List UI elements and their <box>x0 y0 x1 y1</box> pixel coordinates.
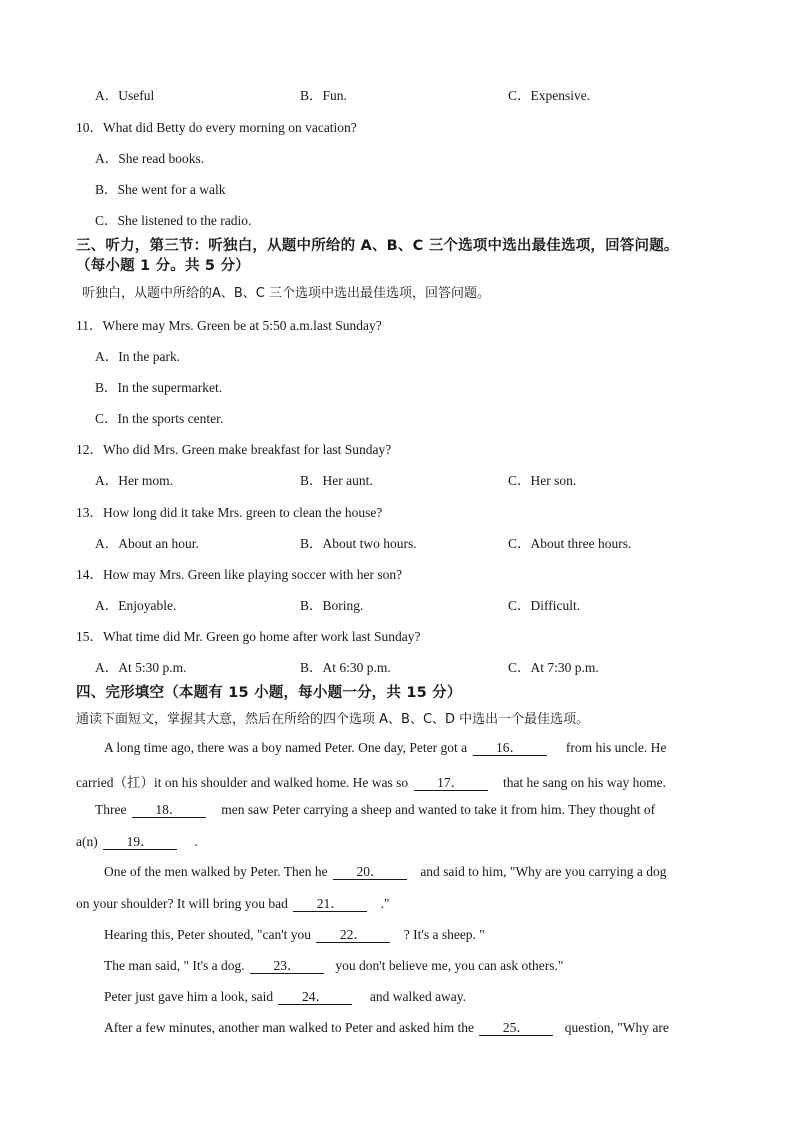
q13-option-b[interactable]: B．About two hours. <box>300 536 417 551</box>
passage-text: men saw Peter carrying a sheep and wanted to take it from him. They thought of <box>221 802 656 817</box>
q10-option-c[interactable]: C．She listened to the radio. <box>95 213 252 228</box>
q13-option-c[interactable]: C．About three hours. <box>508 536 632 551</box>
passage-line <box>104 864 667 880</box>
passage-text: Three <box>95 802 127 817</box>
q15-stem: 15．What time did Mr. Green go home after work last Sunday? <box>76 629 421 644</box>
passage-text: After a few minutes, another man walked to Peter and asked him the <box>104 1020 475 1035</box>
q13-stem: 13．How long did it take Mrs. green to clean the house? <box>76 505 383 520</box>
passage-line <box>76 896 389 912</box>
q11-option-a[interactable]: A．In the park. <box>95 349 181 364</box>
passage-line <box>95 802 655 818</box>
q12-option-b[interactable]: B．Her aunt. <box>300 473 373 488</box>
passage-line <box>104 989 466 1005</box>
q14-option-a[interactable]: A．Enjoyable. <box>95 598 177 613</box>
q11-stem: 11．Where may Mrs. Green be at 5:50 a.m.last Sunday? <box>76 318 382 333</box>
q11-option-c[interactable]: C．In the sports center. <box>95 411 224 426</box>
passage-line <box>104 927 485 943</box>
cloze-blank-17[interactable]: 17． <box>414 776 488 791</box>
section-3-title-score: （每小题 1 分。共 5 分） <box>76 258 250 274</box>
passage-text: on your shoulder? It will bring you bad <box>76 896 288 911</box>
passage-line <box>104 1020 669 1036</box>
passage-text: a(n) <box>76 834 98 849</box>
passage-text: The man said, " It's a dog. <box>104 958 245 973</box>
section-4-instruction: 通读下面短文，掌握其大意，然后在所给的四个选项 A、B、C、D 中选出一个最佳选项。 <box>76 712 590 727</box>
passage-text: ? It's a sheep. " <box>403 927 485 942</box>
cloze-blank-25[interactable]: 25． <box>479 1021 553 1036</box>
q12-option-a[interactable]: A．Her mom. <box>95 473 173 488</box>
cloze-blank-16[interactable]: 16． <box>473 741 547 756</box>
q11-option-b[interactable]: B．In the supermarket. <box>95 380 223 395</box>
q12-stem: 12．Who did Mrs. Green make breakfast for last Sunday? <box>76 442 392 457</box>
q9-option-c[interactable]: C．Expensive. <box>508 88 591 103</box>
passage-text: Hearing this, Peter shouted, "can't you <box>104 927 312 942</box>
passage-text: from his uncle. He <box>565 740 667 755</box>
passage-text: . <box>194 834 198 849</box>
section-3-title: 三、听力，第三节：听独白，从题中所给的 A、B、C 三个选项中选出最佳选项，回答问题。 <box>76 238 679 254</box>
q15-option-a[interactable]: A．At 5:30 p.m. <box>95 660 187 675</box>
cloze-blank-21[interactable]: 21． <box>293 897 367 912</box>
q10-option-b[interactable]: B．She went for a walk <box>95 182 226 197</box>
q13-option-a[interactable]: A．About an hour. <box>95 536 199 551</box>
q12-option-c[interactable]: C．Her son. <box>508 473 577 488</box>
q10-stem: 10．What did Betty do every morning on vacation? <box>76 120 357 135</box>
passage-text: ." <box>380 896 390 911</box>
q15-option-b[interactable]: B．At 6:30 p.m. <box>300 660 391 675</box>
passage-line <box>76 771 666 791</box>
section-3-instruction: 听独白，从题中所给的A、B、C 三个选项中选出最佳选项，回答问题。 <box>82 286 491 301</box>
cloze-blank-24[interactable]: 24． <box>278 990 352 1005</box>
passage-line <box>104 958 563 974</box>
passage-line <box>104 740 666 756</box>
section-4-title: 四、完形填空（本题有 15 小题，每小题一分，共 15 分） <box>76 685 462 701</box>
q15-option-c[interactable]: C．At 7:30 p.m. <box>508 660 599 675</box>
q10-option-a[interactable]: A．She read books. <box>95 151 205 166</box>
passage-text: carried（扛）it on his shoulder and walked home. He was so <box>76 775 409 790</box>
passage-line <box>76 834 198 850</box>
passage-text: and said to him, "Why are you carrying a dog <box>420 864 667 879</box>
passage-text: question, "Why are <box>564 1020 669 1035</box>
passage-text: One of the men walked by Peter. Then he <box>104 864 328 879</box>
passage-text: that he sang on his way home. <box>502 775 667 790</box>
passage-text: you don't believe me, you can ask others." <box>335 958 564 973</box>
q14-option-b[interactable]: B．Boring. <box>300 598 364 613</box>
passage-text: and walked away. <box>369 989 467 1004</box>
passage-text: A long time ago, there was a boy named Peter. One day, Peter got a <box>104 740 468 755</box>
cloze-blank-23[interactable]: 23． <box>250 959 324 974</box>
cloze-blank-19[interactable]: 19． <box>103 835 177 850</box>
cloze-blank-18[interactable]: 18． <box>132 803 206 818</box>
q9-option-b[interactable]: B．Fun. <box>300 88 347 103</box>
q9-option-a[interactable]: A．Useful <box>95 88 155 103</box>
passage-text: Peter just gave him a look, said <box>104 989 274 1004</box>
q14-option-c[interactable]: C．Difficult. <box>508 598 581 613</box>
q14-stem: 14．How may Mrs. Green like playing soccer with her son? <box>76 567 403 582</box>
cloze-blank-22[interactable]: 22． <box>316 928 390 943</box>
cloze-blank-20[interactable]: 20． <box>333 865 407 880</box>
